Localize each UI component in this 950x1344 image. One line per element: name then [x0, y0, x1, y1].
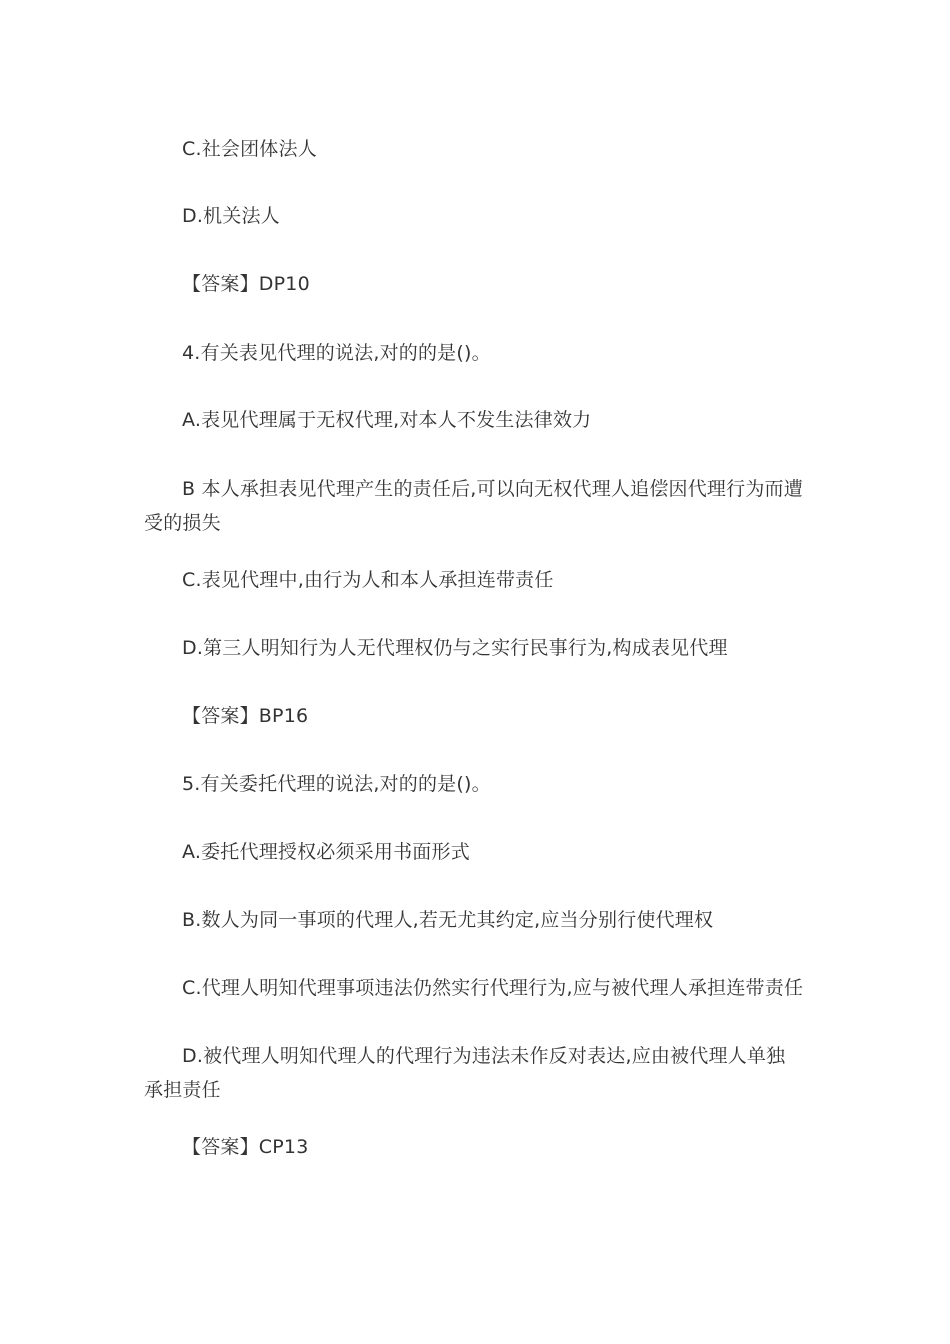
option-c-social-group: C.社会团体法人	[182, 138, 317, 160]
q5-option-a: A.委托代理授权必须采用书面形式	[182, 841, 470, 863]
q5-option-d: D.被代理人明知代理人的代理行为违法未作反对表达,应由被代理人单独承担责任	[144, 1045, 786, 1101]
q5-option-c: C.代理人明知代理事项违法仍然实行代理行为,应与被代理人承担连带责任	[182, 977, 804, 999]
answer-q5: 【答案】CP13	[182, 1136, 309, 1158]
q5-option-b: B.数人为同一事项的代理人,若无尤其约定,应当分别行使代理权	[182, 909, 714, 931]
q4-option-b: B 本人承担表见代理产生的责任后,可以向无权代理人追偿因代理行为而遭受的损失	[144, 478, 803, 534]
answer-q3: 【答案】DP10	[182, 273, 310, 295]
q4-option-a: A.表见代理属于无权代理,对本人不发生法律效力	[182, 409, 592, 431]
question-5: 5.有关委托代理的说法,对的的是()。	[182, 773, 491, 795]
question-4: 4.有关表见代理的说法,对的的是()。	[182, 342, 491, 364]
answer-q4: 【答案】BP16	[182, 705, 309, 727]
option-d-organ-legal-person: D.机关法人	[182, 205, 280, 227]
q4-option-d: D.第三人明知行为人无代理权仍与之实行民事行为,构成表见代理	[182, 637, 728, 659]
q4-option-c: C.表见代理中,由行为人和本人承担连带责任	[182, 569, 554, 591]
